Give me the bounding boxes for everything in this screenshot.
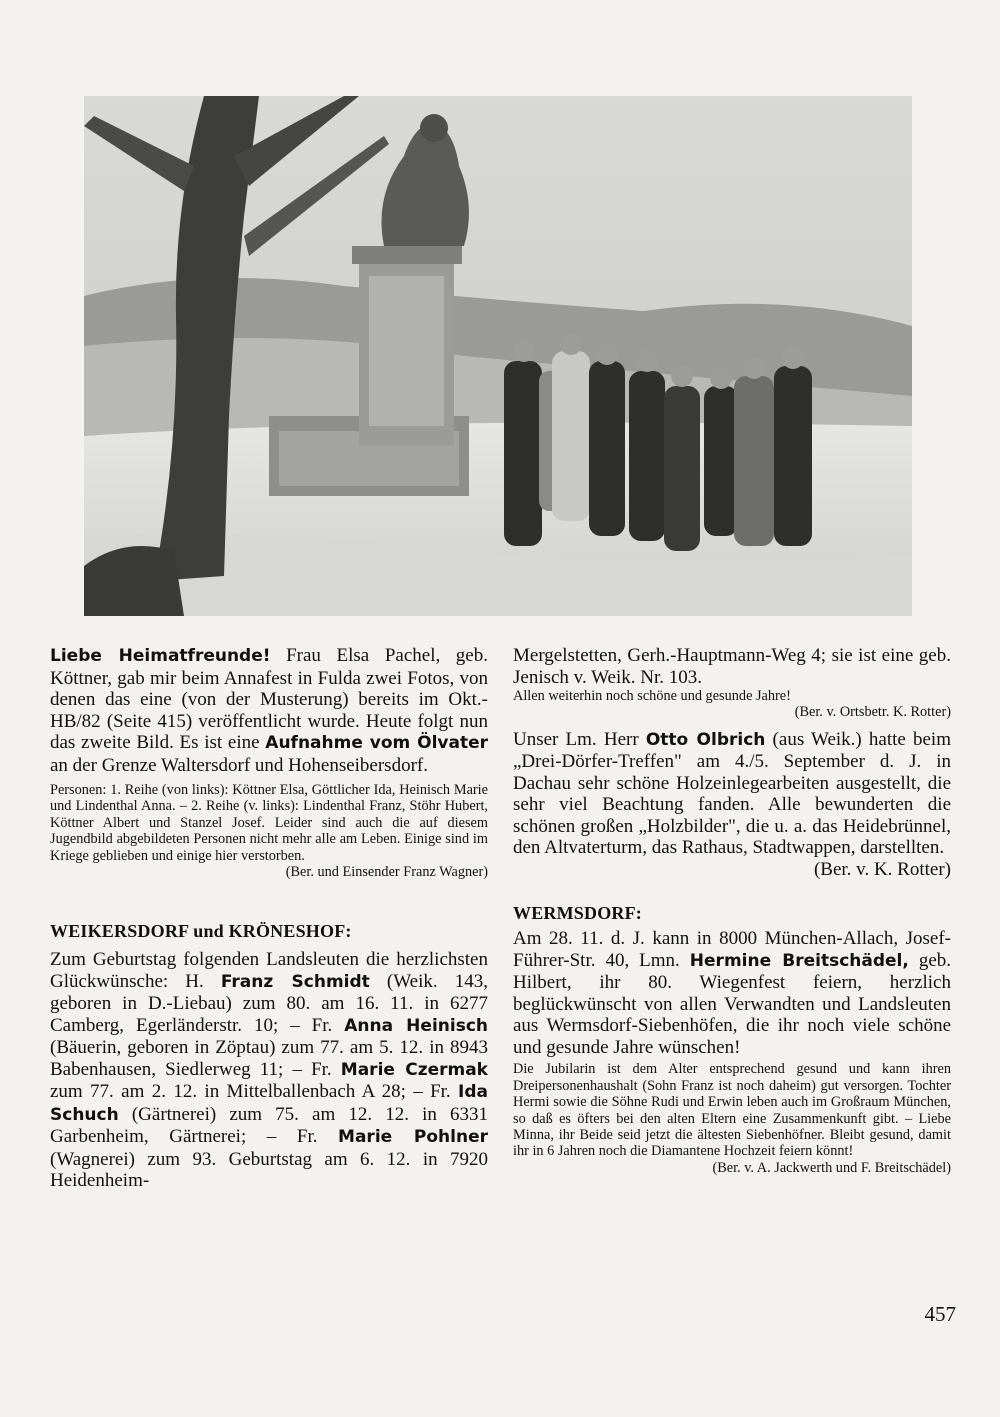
birthday-paragraph [50,949,488,1192]
intro-bold-1: Aufnahme vom Ölvater [265,733,488,753]
bday-bold-4: Ida Schuch [50,1082,488,1125]
bday-text-4: zum 77. am 2. 12. in Mittelballenbach A 28; – Fr. [50,1081,459,1103]
heading-wermsdorf: WERMSDORF: [513,903,642,924]
bday-text-3: (Bäuerin, geboren in Zöptau) zum 77. am 5. 12. in 8943 Babenhausen, Siedlerweg 11; – Fr. [50,1037,488,1080]
intro-text-2: an der Grenze Waltersdorf und Hohenseibersdorf. [50,754,428,776]
left-column [50,645,488,1192]
heading-weikersdorf: WEIKERSDORF und KRÖNESHOF: [50,921,352,942]
page-number: 457 [924,1302,956,1326]
credit-rotter: (Ber. v. K. Rotter) [813,858,951,880]
wish-text: Allen weiterhin noch schöne und gesunde Jahre! [513,688,791,704]
werm-text-2: geb. Hilbert, ihr 80. Wiegenfest feiern, herzlich beglückwünscht von allen Verwandten und Landsleuten aus Wermsdorf-Siebenhöfen, die ihr noch viele schöne und gesunde Jahre wünschen! [513,949,952,1058]
credit-wagner: (Ber. und Einsender Franz Wagner) [285,864,488,881]
olbrich-bold-1: Otto Olbrich [645,729,766,750]
right-column [513,645,951,1176]
olbrich-text-1: Unser Lm. Herr [513,728,646,750]
jubilarin-text: Die Jubilarin ist dem Alter entsprechend gesund und kann ihren Dreipersonenhaushalt (Sohn Franz ist noch daheim) gut versorgen. Tochter Hermi sowie die Söhne Rudi und Erwin leben auch im Großraum München, so daß es öfters bei den alten Eltern eine Zusammenkunft gibt. – Liebe Minna, ihr Beide seid jetzt die ältesten Siebenhöfner. Bleibt gesund, damit ihr in 6 Jahren noch die Diamantene Hochzeit feiern könnt! [513,1061,951,1160]
olbrich-text-2: (aus Weik.) hatte beim „Drei-Dörfer-Treffen" am 4./5. September d. J. in Dachau sehr schöne Holzeinlegearbeiten ausgestellt, die sehr viel Beachtung fanden. Alle bewunderten die schönen großen „Holzbilder", die u. a. das Heidebrünnel, den Altvaterturm, das Rathaus, Stadtwappen, darstellten. [513,728,951,859]
intro-text-1: Frau Elsa Pachel, geb. Köttner, gab mir beim Annafest in Fulda zwei Fotos, von denen das eine (von der Musterung) bereits im Okt.-HB/82 (Seite 415) veröffentlicht wurde. Heute folgt nun das zweite Bild. Es ist eine [50,645,488,753]
bday-bold-3: Marie Czermak [340,1059,488,1080]
olbrich-paragraph [513,729,951,859]
historical-photo [84,96,912,616]
werm-text-1: Am 28. 11. d. J. kann in 8000 München-Allach, Josef-Führer-Str. 40, Lmn. [513,928,951,971]
credit-ortsbetr: (Ber. v. Ortsbetr. K. Rotter) [794,704,951,721]
continuation-text: Mergelstetten, Gerh.-Hauptmann-Weg 4; sie ist eine geb. Jenisch v. Weik. Nr. 103. [513,645,951,688]
wermsdorf-paragraph [513,928,951,1058]
bday-text-6: (Wagnerei) zum 93. Geburtstag am 6. 12. in 7920 Heidenheim- [50,1148,488,1192]
bday-text-2: (Weik. 143, geboren in D.-Liebau) zum 80. am 16. 11. in 6277 Camberg, Egerländerstr. 10; – Fr. [50,970,488,1036]
persons-text: Personen: 1. Reihe (von links): Köttner Elsa, Göttlicher Ida, Heinisch Marie und Lindenthal Anna. – 2. Reihe (v. links): Lindenthal Franz, Stöhr Hubert, Köttner Albert und Stanzel Josef. Leider sind auch die auf diesem Jugendbild abgebildeten Personen nicht mehr alle am Leben. Einige sind im Kriege geblieben und einige hier verstorben. [50,782,488,864]
credit-jackwerth: (Ber. v. A. Jackwerth und F. Breitschädel) [712,1159,951,1176]
bday-text-5: (Gärtnerei) zum 75. am 12. 12. in 6331 Garbenheim, Gärtnerei; – Fr. [50,1103,488,1148]
intro-lead: Liebe Heimatfreunde! [50,646,271,666]
intro-paragraph [50,645,488,776]
werm-bold-1: Hermine Breitschädel, [689,950,909,971]
bday-bold-2: Anna Heinisch [344,1015,488,1036]
bday-bold-5: Marie Pohlner [338,1127,488,1148]
bday-bold-1: Franz Schmidt [220,971,370,992]
bday-text-1: Zum Geburtstag folgenden Landsleuten die herzlichsten Glückwünsche: H. [50,949,488,992]
